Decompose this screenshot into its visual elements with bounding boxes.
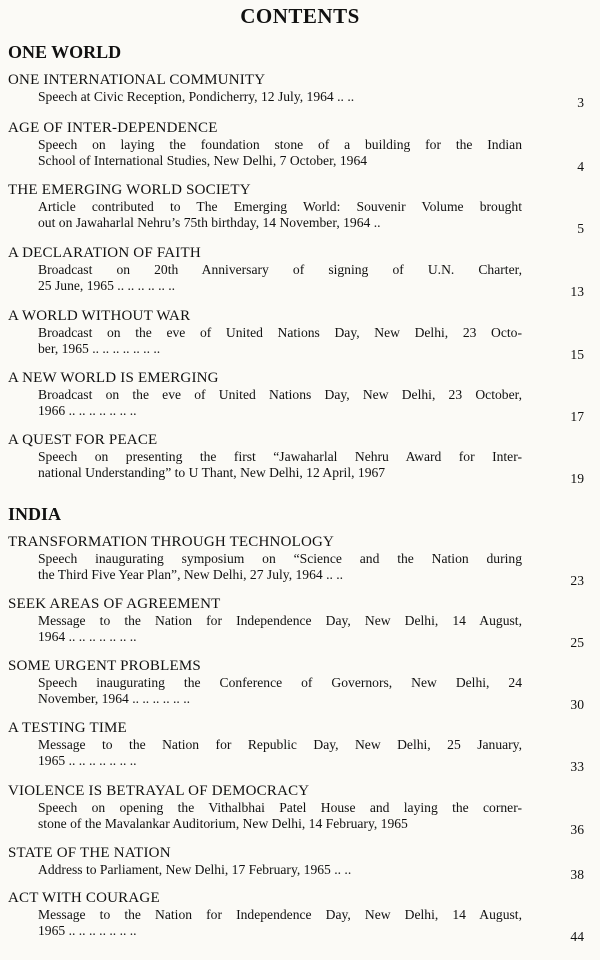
entry-description: Message to the Nation for Independence Day, New Delhi, 14 August, 1964 .. .. .. .. .. .. .. — [38, 613, 522, 644]
entry-title: AGE OF INTER-DEPENDENCE — [8, 120, 218, 136]
toc-entry[interactable] — [8, 658, 592, 712]
entry-description: Broadcast on the eve of United Nations Day, New Delhi, 23 Octo- ber, 1965 .. .. .. .. .. .. .. — [38, 325, 522, 356]
page-number: 3 — [577, 95, 584, 110]
page-number: 4 — [577, 159, 584, 174]
entry-description: Speech inaugurating the Conference of Governors, New Delhi, 24 November, 1964 .. .. .. .. .. .. — [38, 675, 522, 706]
entry-title: TRANSFORMATION THROUGH TECHNOLOGY — [8, 534, 335, 550]
toc-entry[interactable] — [8, 182, 592, 236]
entry-title: A QUEST FOR PEACE — [8, 432, 158, 448]
entry-title: SEEK AREAS OF AGREEMENT — [8, 596, 221, 612]
toc-entry[interactable] — [8, 720, 592, 774]
toc-entry[interactable] — [8, 845, 592, 882]
toc-entry[interactable] — [8, 120, 592, 174]
entry-description: Address to Parliament, New Delhi, 17 February, 1965 .. .. — [38, 862, 352, 877]
page-number: 17 — [570, 409, 584, 424]
toc-entry[interactable] — [8, 245, 592, 299]
entry-description: Broadcast on 20th Anniversary of signing of U.N. Charter, 25 June, 1965 .. .. .. .. .. .. — [38, 262, 522, 293]
entry-title: A NEW WORLD IS EMERGING — [8, 370, 219, 386]
entry-description: Message to the Nation for Republic Day, New Delhi, 25 January, 1965 .. .. .. .. .. .. .. — [38, 737, 522, 768]
entry-title: A WORLD WITHOUT WAR — [8, 308, 191, 324]
entry-description: Speech on laying the foundation stone of a building for the Indian School of International Studies, New Delhi, 7 October, 1964 — [38, 137, 522, 168]
entry-title: A DECLARATION OF FAITH — [8, 245, 201, 261]
entry-description: Article contributed to The Emerging World: Souvenir Volume brought out on Jawaharlal Nehru’s 75th birthday, 14 November, 1964 .. — [38, 199, 522, 230]
toc-entry[interactable] — [8, 370, 592, 424]
entry-description: Message to the Nation for Independence Day, New Delhi, 14 August, 1965 .. .. .. .. .. .. .. — [38, 907, 522, 938]
page-number: 15 — [570, 347, 584, 362]
page-number: 44 — [570, 929, 584, 944]
entry-description: Speech on presenting the first “Jawaharlal Nehru Award for Inter- national Understanding” to U Thant, New Delhi, 12 April, 1967 — [38, 449, 522, 480]
entry-description: Speech on opening the Vithalbhai Patel House and laying the corner- stone of the Mavalankar Auditorium, New Delhi, 14 February, 1965 — [38, 800, 522, 831]
toc-entry[interactable] — [8, 783, 592, 837]
page-title: CONTENTS — [240, 4, 360, 28]
page-number: 36 — [570, 822, 584, 837]
entry-description: Speech inaugurating symposium on “Science and the Nation during the Third Five Year Plan”, New Delhi, 27 July, 1964 .. .. — [38, 551, 522, 582]
toc-entry[interactable] — [8, 596, 592, 650]
toc-entry[interactable] — [8, 72, 592, 110]
entry-title: STATE OF THE NATION — [8, 845, 171, 861]
toc-entry[interactable] — [8, 308, 592, 362]
page-number: 13 — [570, 284, 584, 299]
entry-description: Speech at Civic Reception, Pondicherry, 12 July, 1964 .. .. — [38, 89, 355, 104]
entry-title: A TESTING TIME — [8, 720, 127, 736]
entry-title: SOME URGENT PROBLEMS — [8, 658, 201, 674]
section-heading-one-world: ONE WORLD — [8, 42, 122, 62]
page-number: 25 — [570, 635, 584, 650]
entry-title: VIOLENCE IS BETRAYAL OF DEMOCRACY — [8, 783, 310, 799]
page-number: 5 — [577, 221, 584, 236]
entry-title: ONE INTERNATIONAL COMMUNITY — [8, 72, 266, 88]
page-number: 19 — [570, 471, 584, 486]
entry-description: Broadcast on the eve of United Nations Day, New Delhi, 23 October, 1966 .. .. .. .. .. .. .. — [38, 387, 522, 418]
entry-title: ACT WITH COURAGE — [8, 890, 160, 906]
toc-entry[interactable] — [8, 534, 592, 588]
section-heading-india: INDIA — [8, 504, 62, 524]
page-number: 33 — [570, 759, 584, 774]
page-number: 23 — [570, 573, 584, 588]
toc-entry[interactable] — [8, 890, 592, 944]
toc-entry[interactable] — [8, 432, 592, 486]
page-number: 30 — [570, 697, 584, 712]
page-number: 38 — [570, 867, 584, 882]
entry-title: THE EMERGING WORLD SOCIETY — [8, 182, 251, 198]
